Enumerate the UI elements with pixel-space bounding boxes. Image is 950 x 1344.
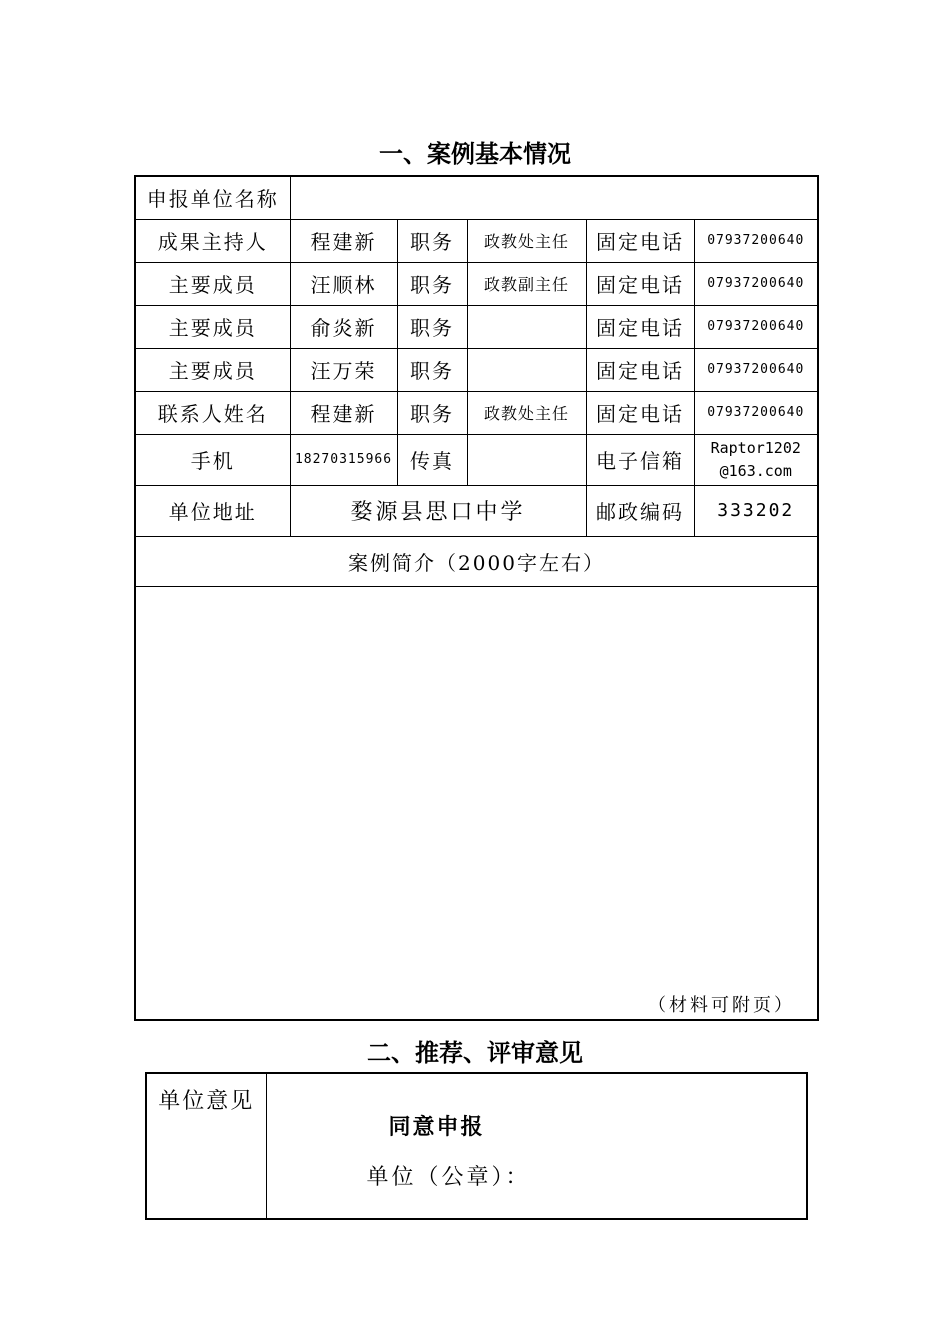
phone-label: 固定电话	[586, 262, 694, 305]
mobile-label: 手机	[135, 434, 290, 485]
unit-opinion-text: 同意申报	[388, 1115, 485, 1140]
phone-label: 固定电话	[586, 219, 694, 262]
member-row	[135, 391, 818, 434]
unit-opinion-cell[interactable]	[266, 1073, 807, 1219]
phone-label: 固定电话	[586, 391, 694, 434]
member-title[interactable]: 政教副主任	[467, 262, 586, 305]
member-phone[interactable]: 07937200640	[694, 305, 818, 348]
member-name[interactable]: 程建新	[290, 219, 397, 262]
member-row	[135, 305, 818, 348]
fax-label: 传真	[397, 434, 467, 485]
unit-opinion-label: 单位意见	[146, 1073, 266, 1219]
section-1-title: 一、案例基本情况	[379, 140, 571, 168]
section-2-title: 二、推荐、评审意见	[367, 1039, 583, 1067]
phone-label: 固定电话	[586, 305, 694, 348]
member-title[interactable]	[467, 305, 586, 348]
email-label: 电子信箱	[586, 434, 694, 485]
member-phone[interactable]: 07937200640	[694, 219, 818, 262]
member-title[interactable]: 政教处主任	[467, 219, 586, 262]
position-label: 职务	[397, 262, 467, 305]
email-line-1: Raptor1202	[710, 438, 801, 457]
zip-label: 邮政编码	[586, 485, 694, 536]
position-label: 职务	[397, 348, 467, 391]
position-label: 职务	[397, 305, 467, 348]
member-name[interactable]: 汪顺林	[290, 262, 397, 305]
applicant-value[interactable]	[290, 176, 818, 219]
member-role: 主要成员	[135, 348, 290, 391]
member-phone[interactable]: 07937200640	[694, 391, 818, 434]
address-value[interactable]: 婺源县思口中学	[290, 485, 586, 536]
address-label: 单位地址	[135, 485, 290, 536]
email-value[interactable]	[694, 434, 818, 485]
case-basic-info-table	[134, 175, 819, 1021]
recommendation-table	[145, 1072, 808, 1220]
member-title[interactable]	[467, 348, 586, 391]
phone-label: 固定电话	[586, 348, 694, 391]
applicant-label: 申报单位名称	[135, 176, 290, 219]
member-name[interactable]: 程建新	[290, 391, 397, 434]
position-label: 职务	[397, 219, 467, 262]
email-line-2: @163.com	[719, 461, 792, 480]
member-row	[135, 262, 818, 305]
zip-value[interactable]: 333202	[694, 485, 818, 536]
attach-note: （材料可附页）	[648, 995, 796, 1016]
member-name[interactable]: 汪万荣	[290, 348, 397, 391]
member-role: 联系人姓名	[135, 391, 290, 434]
member-row	[135, 219, 818, 262]
mobile-value[interactable]: 18270315966	[290, 434, 397, 485]
member-phone[interactable]: 07937200640	[694, 348, 818, 391]
member-row	[135, 348, 818, 391]
member-role: 主要成员	[135, 305, 290, 348]
seal-label: 单位（公章）：	[366, 1165, 531, 1190]
intro-header: 案例简介（2000字左右）	[135, 536, 818, 586]
intro-content-area[interactable]	[135, 586, 818, 1020]
member-name[interactable]: 俞炎新	[290, 305, 397, 348]
fax-value[interactable]	[467, 434, 586, 485]
position-label: 职务	[397, 391, 467, 434]
member-phone[interactable]: 07937200640	[694, 262, 818, 305]
member-role: 主要成员	[135, 262, 290, 305]
member-title[interactable]: 政教处主任	[467, 391, 586, 434]
member-role: 成果主持人	[135, 219, 290, 262]
